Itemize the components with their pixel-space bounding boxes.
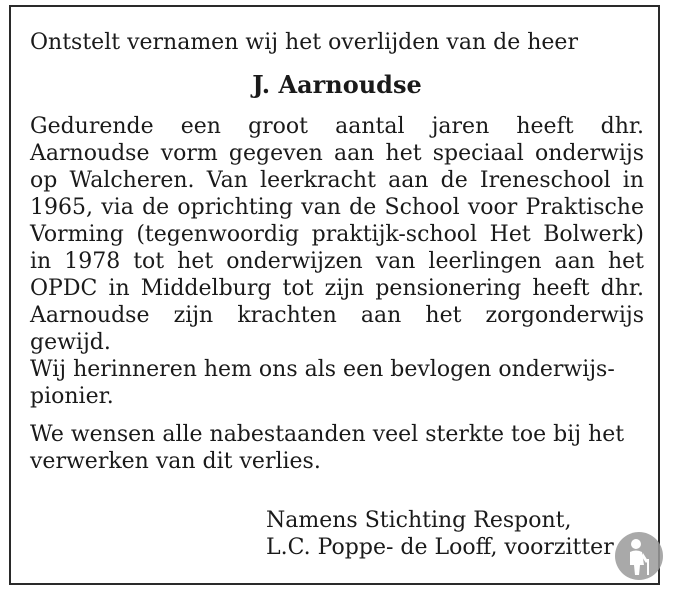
tribute-paragraph: Gedurende een groot aantal jaren heeft dhr. Aarnoudse vorm gegeven aan het speciaal onderwijs op Walcheren. Van leerkracht aan de Ireneschool in 1965, via de oprichting van de School voor Praktische Vorming (tegenwoordig praktijk-school Het Bolwerk) in 1978 tot het onderwijzen van leerlingen aan het OPDC in Middelburg tot zijn pensionering heeft dhr. Aarnoudse zijn krachten aan het zorgonderwijs gewijd. <box>30 114 644 355</box>
person-silhouette-icon <box>614 531 664 581</box>
deceased-name: J. Aarnoudse <box>252 70 422 99</box>
condolence-paragraph: We wensen alle nabestaanden veel sterkte toe bij het verwerken van dit verlies. <box>30 422 625 474</box>
intro-line: Ontstelt vernamen wij het overlijden van de heer <box>30 30 578 55</box>
remembrance-paragraph: Wij herinneren hem ons als een bevlogen onderwijs-pionier. <box>30 357 615 409</box>
notice-body <box>30 29 644 475</box>
signature-organization: Namens Stichting Respont, <box>266 508 572 533</box>
signature-block <box>266 507 666 561</box>
signature-person: L.C. Poppe- de Looff, voorzitter <box>266 535 614 560</box>
